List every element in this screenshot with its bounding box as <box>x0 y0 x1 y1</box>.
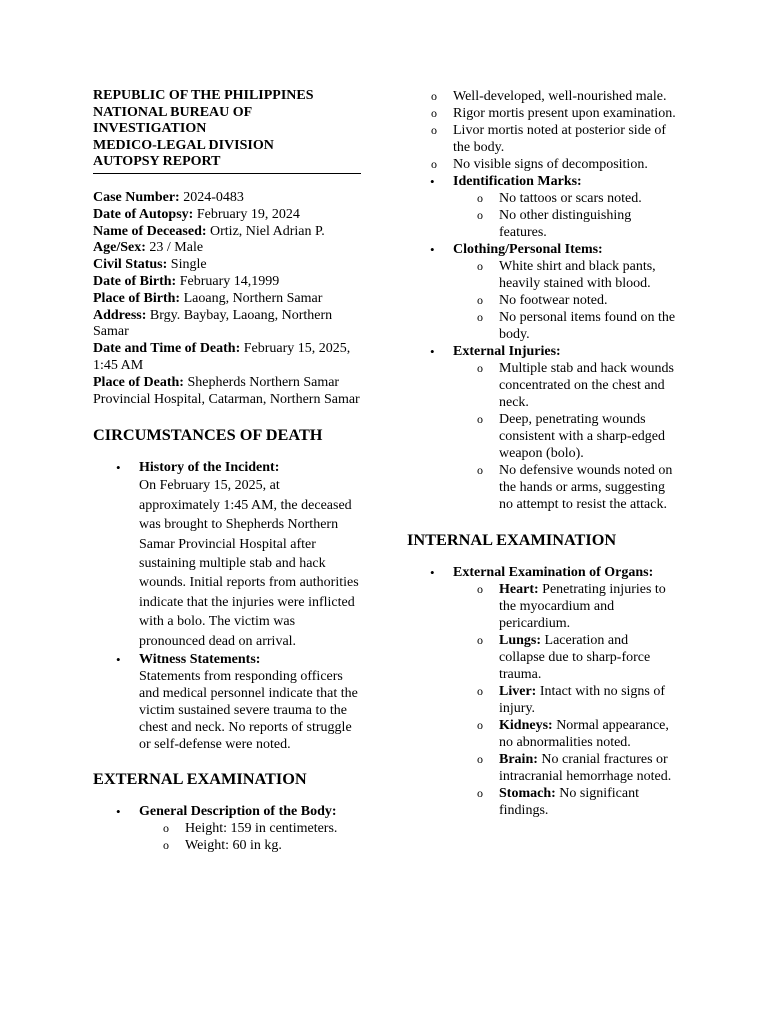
list-item <box>407 173 677 241</box>
list-item: o White shirt and black pants, heavily stained with blood. <box>453 258 677 292</box>
header-divider <box>93 173 361 174</box>
list-item: o Rigor mortis present upon examination. <box>407 105 677 122</box>
report-header <box>93 88 361 171</box>
list-item: o Height: 159 in centimeters. <box>139 820 361 837</box>
history-label: History of the Incident: <box>139 460 280 476</box>
list-item: o Multiple stab and hack wounds concentrated on the chest and neck. <box>453 360 677 411</box>
organs-label: External Examination of Organs: <box>453 565 654 580</box>
injuries-sublist <box>453 360 677 513</box>
external-list-continued <box>407 173 677 513</box>
organ-stomach: o Stomach: No significant findings. <box>453 785 677 819</box>
list-item: o No tattoos or scars noted. <box>453 190 677 207</box>
date-time-of-death-row: Date and Time of Death: February 15, 2025, 1:45 AM <box>93 341 351 373</box>
list-item <box>407 564 677 819</box>
list-item: o No visible signs of decomposition. <box>407 156 677 173</box>
list-item: o Well-developed, well-nourished male. <box>407 88 677 105</box>
header-line-3: MEDICO-LEGAL DIVISION <box>93 137 274 153</box>
list-item: o Weight: 60 in kg. <box>139 837 361 854</box>
identification-sublist <box>453 190 677 241</box>
general-description-label: General Description of the Body: <box>139 803 337 819</box>
witness-text: Statements from responding officers and medical personnel indicate that the victim sustained severe trauma to the chest and neck. No reports of struggle or self-defense were noted. <box>139 668 358 752</box>
date-of-autopsy-row: Date of Autopsy: February 19, 2024 <box>93 206 300 222</box>
organ-kidneys: o Kidneys: Normal appearance, no abnormalities noted. <box>453 717 677 751</box>
list-item <box>407 241 677 343</box>
organ-brain: o Brain: No cranial fractures or intracranial hemorrhage noted. <box>453 751 677 785</box>
external-heading: EXTERNAL EXAMINATION <box>93 768 307 788</box>
internal-list <box>407 564 677 819</box>
list-item: o No other distinguishing features. <box>453 207 677 241</box>
list-item <box>407 343 677 513</box>
age-sex-row: Age/Sex: 23 / Male <box>93 240 204 256</box>
list-item: o Livor mortis noted at posterior side of the body. <box>407 122 677 156</box>
list-item: o Deep, penetrating wounds consistent with a sharp-edged weapon (bolo). <box>453 411 677 462</box>
left-column <box>93 88 361 854</box>
header-line-2: NATIONAL BUREAU OF INVESTIGATION <box>93 104 252 137</box>
case-number-row: Case Number: 2024-0483 <box>93 189 244 205</box>
list-item: o No footwear noted. <box>453 292 677 309</box>
general-sublist-b <box>407 88 677 173</box>
address-row: Address: Brgy. Baybay, Laoang, Northern Samar <box>93 307 333 340</box>
clothing-label: Clothing/Personal Items: <box>453 242 603 257</box>
witness-label: Witness Statements: <box>139 651 261 667</box>
list-item <box>93 651 361 753</box>
civil-status-row: Civil Status: Single <box>93 257 207 273</box>
general-sublist-a <box>139 820 361 854</box>
place-of-birth-row: Place of Birth: Laoang, Northern Samar <box>93 290 323 306</box>
organ-lungs: o Lungs: Laceration and collapse due to sharp-force trauma. <box>453 632 677 683</box>
header-line-4: AUTOPSY REPORT <box>93 154 221 170</box>
list-item <box>93 803 361 854</box>
list-item: o No personal items found on the body. <box>453 309 677 343</box>
organ-liver: o Liver: Intact with no signs of injury. <box>453 683 677 717</box>
list-item <box>93 459 361 651</box>
organs-sublist <box>453 581 677 819</box>
right-column <box>407 88 677 819</box>
list-item: o No defensive wounds noted on the hands or arms, suggesting no attempt to resist the attack. <box>453 462 677 513</box>
internal-heading: INTERNAL EXAMINATION <box>407 530 617 549</box>
identification-label: Identification Marks: <box>453 174 582 189</box>
place-of-death-row: Place of Death: Shepherds Northern Samar Provincial Hospital, Catarman, Northern Samar <box>93 374 360 407</box>
date-of-birth-row: Date of Birth: February 14,1999 <box>93 273 280 289</box>
case-info <box>93 190 361 408</box>
injuries-label: External Injuries: <box>453 344 561 359</box>
organ-heart: o Heart: Penetrating injuries to the myocardium and pericardium. <box>453 581 677 632</box>
history-text: On February 15, 2025, at approximately 1:45 AM, the deceased was brought to Shepherds Northern Samar Provincial Hospital after sustaining multiple stab and hack wounds. Initial reports from authorities indicate that the injuries were inflicted with a bolo. The victim was pronounced dead on arrival. <box>139 478 359 649</box>
name-of-deceased-row: Name of Deceased: Ortiz, Niel Adrian P. <box>93 223 325 239</box>
header-line-1: REPUBLIC OF THE PHILIPPINES <box>93 88 314 103</box>
external-list <box>93 803 361 854</box>
circumstances-heading: CIRCUMSTANCES OF DEATH <box>93 425 323 445</box>
clothing-sublist <box>453 258 677 343</box>
circumstances-list <box>93 459 361 753</box>
